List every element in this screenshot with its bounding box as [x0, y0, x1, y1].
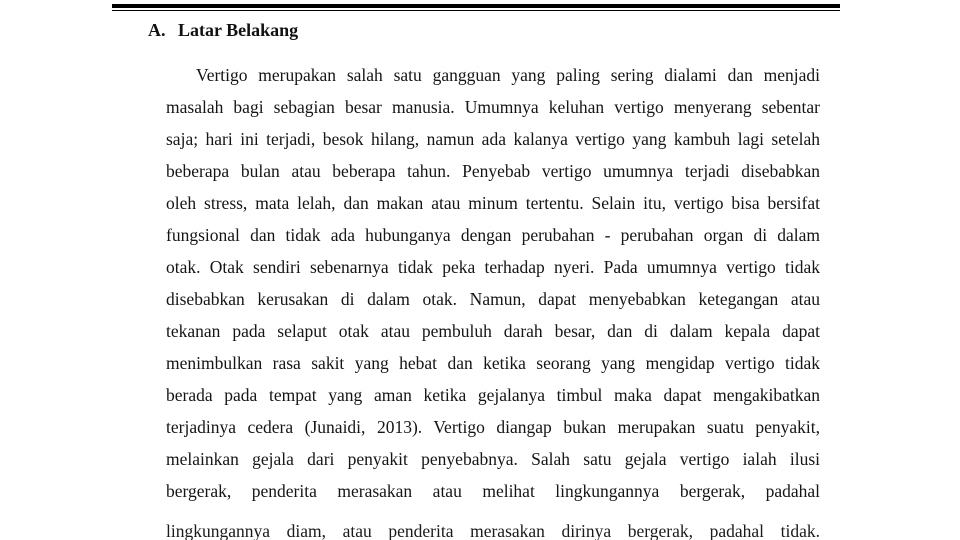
- paragraph-line: otak. Otak sendiri sebenarnya tidak peka terhadap nyeri. Pada umumnya vertigo tidak: [166, 257, 820, 277]
- paragraph-line: fungsional dan tidak ada hubunganya dengan perubahan - perubahan organ di dalam: [166, 225, 820, 245]
- paragraph-line: berada pada tempat yang aman ketika gejalanya timbul maka dapat mengakibatkan: [166, 385, 820, 405]
- paragraph-line: saja; hari ini terjadi, besok hilang, namun ada kalanya vertigo yang kambuh lagi setelah: [166, 129, 820, 149]
- paragraph-line: masalah bagi sebagian besar manusia. Umumnya keluhan vertigo menyerang sebentar: [166, 97, 820, 117]
- section-number: A.: [148, 20, 166, 40]
- paragraph-line: menimbulkan rasa sakit yang hebat dan ketika seorang yang mengidap vertigo tidak: [166, 353, 820, 373]
- header-rule-thin: [112, 10, 840, 11]
- paragraph-line: lingkungannya diam, atau penderita merasakan dirinya bergerak, padahal tidak.: [166, 521, 820, 540]
- section-heading: [148, 20, 298, 41]
- paragraph-line: disebabkan kerusakan di dalam otak. Namun, dapat menyebabkan ketegangan atau: [166, 289, 820, 309]
- paragraph-line: melainkan gejala dari penyakit penyebabnya. Salah satu gejala vertigo ialah ilusi: [166, 449, 820, 469]
- header-rule-thick: [112, 4, 840, 8]
- section-title: Latar Belakang: [178, 20, 299, 40]
- paragraph-line: terjadinya cedera (Junaidi, 2013). Vertigo diangap bukan merupakan suatu penyakit,: [166, 417, 820, 437]
- paragraph-line: Vertigo merupakan salah satu gangguan yang paling sering dialami dan menjadi: [196, 65, 820, 85]
- paragraph-line: beberapa bulan atau beberapa tahun. Penyebab vertigo umumnya terjadi disebabkan: [166, 161, 820, 181]
- paragraph-line: oleh stress, mata lelah, dan makan atau minum tertentu. Selain itu, vertigo bisa bersifat: [166, 193, 820, 213]
- paragraph-line: bergerak, penderita merasakan atau melihat lingkungannya bergerak, padahal: [166, 481, 820, 501]
- paragraph-line: tekanan pada selaput otak atau pembuluh darah besar, dan di dalam kepala dapat: [166, 321, 820, 341]
